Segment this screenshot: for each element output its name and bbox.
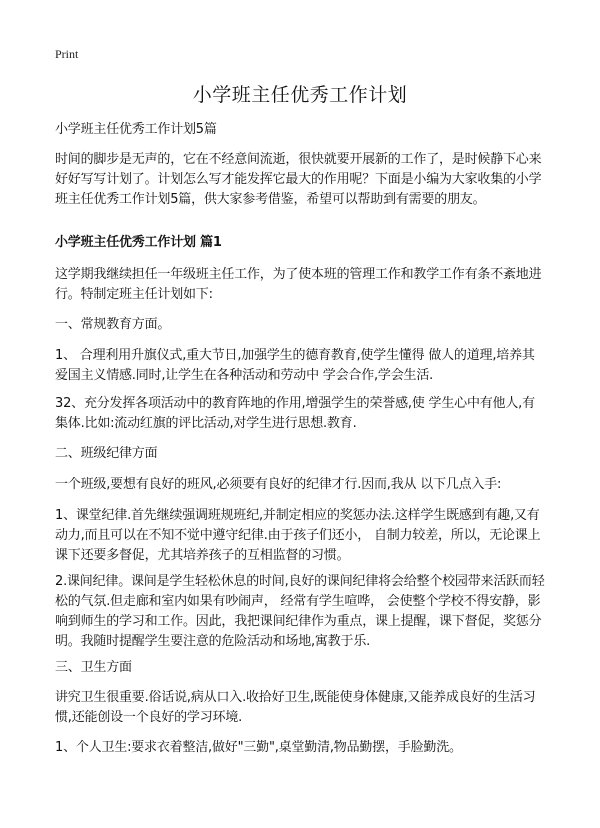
paragraph-personal-hygiene: 1、个人卫生:要求衣着整洁,做好"三勤",桌堂勤清,物品勤摆，手脸勤洗。 bbox=[55, 740, 462, 755]
section-heading: 小学班主任优秀工作计划 篇1 bbox=[55, 235, 222, 250]
print-link[interactable]: Print bbox=[55, 47, 79, 61]
section-title-routine: 一、常规教育方面。 bbox=[55, 317, 171, 332]
paragraph-intro: 这学期我继续担任一年级班主任工作，为了使本班的管理工作和教学工作有条不紊地进行。特制定班主任计划如下: bbox=[55, 267, 542, 302]
paragraph-routine-2: 32、充分发挥各项活动中的教育阵地的作用,增强学生的荣誉感,使 学生心中有他人,有集体.比如:流动红旗的评比活动,对学生进行思想.教育. bbox=[55, 396, 535, 431]
paragraph-break-discipline: 2.课间纪律。课间是学生轻松休息的时间,良好的课间纪律将会给整个校园带来活跃而轻松的气氛.但走廊和室内如果有吵闹声， 经常有学生喧哗， 会使整个学校不得安静，影响到师生的学习和工作。因此，我把课间纪律作为重点，课上提醒，课下督促，奖惩分明。我随时提醒学生要注意的危险活动和场地,寓教于乐. bbox=[55, 574, 545, 649]
section-title-hygiene: 三、卫生方面 bbox=[55, 660, 132, 675]
paragraph-hygiene-intro: 讲究卫生很重要.俗话说,病从口入.收拾好卫生,既能使身体健康,又能养成良好的生活习惯,还能创设一个良好的学习环境. bbox=[55, 690, 536, 725]
document-title: 小学班主任优秀工作计划 bbox=[192, 84, 408, 106]
intro-paragraph: 时间的脚步是无声的，它在不经意间流逝，很快就要开展新的工作了，是时候静下心来好好写写计划了。计划怎么写才能发挥它最大的作用呢？下面是小编为大家收集的小学班主任优秀工作计划5篇，供大家参考借鉴，希望可以帮助到有需要的朋友。 bbox=[55, 152, 542, 207]
section-title-discipline: 二、班级纪律方面 bbox=[55, 446, 158, 461]
paragraph-routine-1: 1、 合理利用升旗仪式,重大节日,加强学生的德育教育,使学生懂得 做人的道理,培养其爱国主义情感.同时,让学生在各种活动和劳动中 学会合作,学会生活. bbox=[55, 348, 535, 383]
document-subtitle: 小学班主任优秀工作计划5篇 bbox=[55, 122, 217, 137]
paragraph-class-discipline: 1、课堂纪律.首先继续强调班规班纪,并制定相应的奖惩办法.这样学生既感到有趣,又有动力,而且可以在不知不觉中遵守纪律.由于孩子们还小， 自制力较差，所以，无论课上课下还要多督促，尤其培养孩子的互相监督的习惯。 bbox=[55, 508, 541, 563]
paragraph-discipline-intro: 一个班级,要想有良好的班风,必须要有良好的纪律才行.因而,我从 以下几点入手: bbox=[55, 477, 502, 492]
